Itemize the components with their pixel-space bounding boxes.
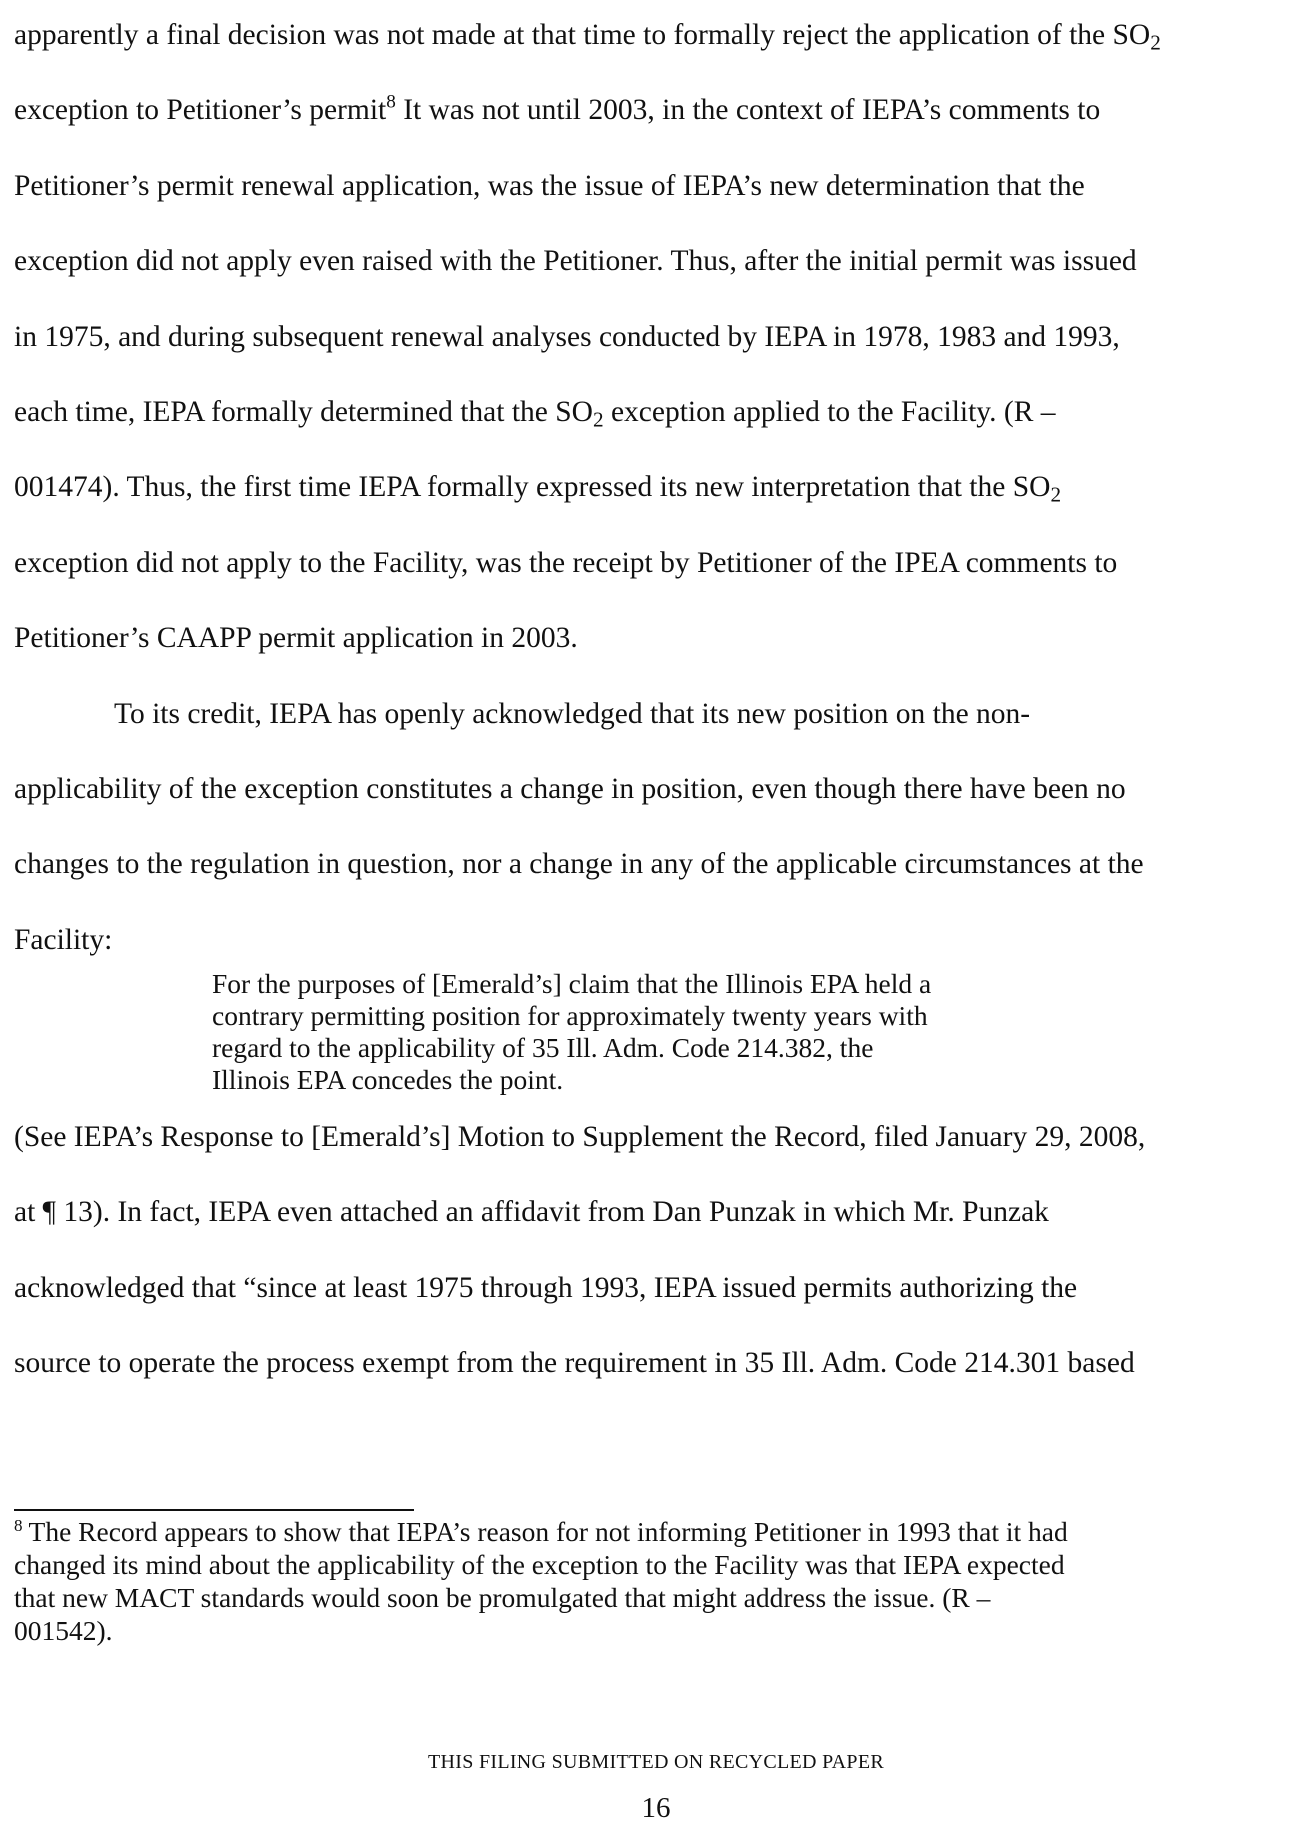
paragraph-line: each time, IEPA formally determined that the $SO_2$ exception applied to the Facility. (R – — [14, 395, 1056, 432]
paragraph-line: 001474). Thus, the first time IEPA formally expressed its new interpretation that the $SO_2$ — [14, 471, 1062, 507]
footnote-line: changed its mind about the applicability of the exception to the Facility was that IEPA expected — [14, 1549, 1065, 1580]
quote-line: contrary permitting position for approximately twenty years with — [212, 1000, 928, 1032]
quote-line: Illinois EPA concedes the point. — [212, 1064, 564, 1096]
footnote-marker: 8 — [14, 1515, 23, 1535]
paragraph-2 — [14, 689, 1304, 991]
footnote-line: 001542). — [14, 1615, 113, 1646]
paragraph-3 — [14, 1112, 1304, 1414]
block-quote — [212, 968, 1112, 1096]
paragraph-line: Facility: — [14, 923, 113, 956]
paragraph-1 — [14, 10, 1304, 689]
subscript: 2 — [1150, 30, 1161, 55]
paragraph-line: apparently a final decision was not made at that time to formally reject the application of the $SO_2$ — [14, 19, 1161, 55]
paragraph-line: exception did not apply to the Facility, was the receipt by Petitioner of the IPEA comments to — [14, 546, 1118, 579]
quote-line: For the purposes of [Emerald’s] claim that the Illinois EPA held a — [212, 968, 932, 1000]
paragraph-line: in 1975, and during subsequent renewal analyses conducted by IEPA in 1978, 1983 and 1993, — [14, 320, 1120, 353]
subscript: 2 — [592, 407, 604, 432]
footnote-divider — [14, 1509, 414, 1511]
subscript: 2 — [1050, 482, 1062, 507]
paragraph-line: source to operate the process exempt from the requirement in 35 Ill. Adm. Code 214.301 based — [14, 1347, 1135, 1380]
paragraph-line: exception to Petitioner’s permit$^8$ It was not until 2003, in the context of IEPA’s comments to — [14, 91, 1101, 127]
paragraph-line: acknowledged that “since at least 1975 through 1993, IEPA issued permits authorizing the — [14, 1271, 1078, 1304]
footnote-line: that new MACT standards would soon be promulgated that might address the issue. (R – — [14, 1582, 991, 1613]
paragraph-line: changes to the regulation in question, nor a change in any of the applicable circumstances at the — [14, 848, 1144, 881]
filing-note: THIS FILING SUBMITTED ON RECYCLED PAPER — [428, 1751, 884, 1773]
paragraph-line: at ¶ 13). In fact, IEPA even attached an affidavit from Dan Punzak in which Mr. Punzak — [14, 1196, 1049, 1229]
page-number: 16 — [641, 1792, 671, 1824]
paragraph-line: Petitioner’s permit renewal application, was the issue of IEPA’s new determination that the — [14, 169, 1085, 202]
footnote — [14, 1515, 1304, 1647]
paragraph-line: To its credit, IEPA has openly acknowledged that its new position on the non- — [114, 697, 1031, 730]
footnote-line: $^8$ The Record appears to show that IEPA’s reason for not informing Petitioner in 1993 that it had — [14, 1515, 1068, 1547]
footnote-reference: 8 — [386, 91, 396, 113]
body-text — [14, 10, 1304, 1414]
quote-line: regard to the applicability of 35 Ill. Adm. Code 214.382, the — [212, 1032, 874, 1064]
paragraph-line: applicability of the exception constitutes a change in position, even though there have been no — [14, 772, 1126, 805]
paragraph-line: Petitioner’s CAAPP permit application in 2003. — [14, 622, 578, 655]
paragraph-line: (See IEPA’s Response to [Emerald’s] Motion to Supplement the Record, filed January 29, 2008, — [14, 1121, 1146, 1154]
paragraph-line: exception did not apply even raised with the Petitioner. Thus, after the initial permit was issued — [14, 245, 1137, 278]
